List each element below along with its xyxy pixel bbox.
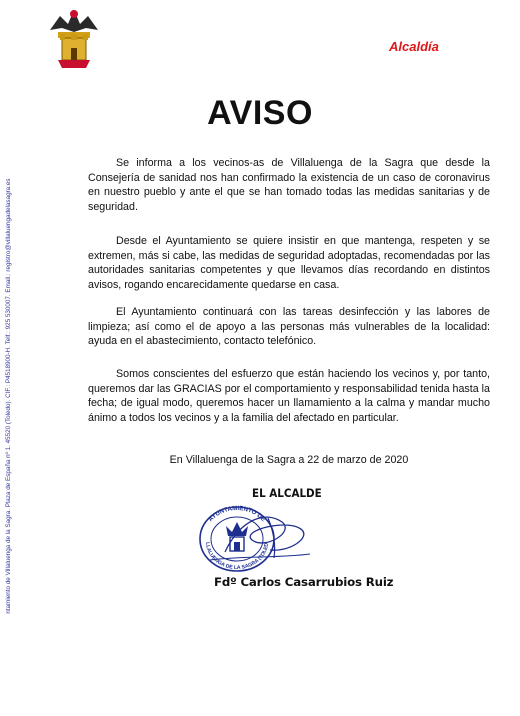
- signer-title: EL ALCALDE: [252, 486, 322, 500]
- handwritten-signature-icon: [170, 500, 320, 570]
- municipal-crest-icon: [46, 8, 102, 70]
- svg-text:VILLALUENGA DE LA SAGRA (TOLED: LLALUENGA DE LA SAGRA (TOLED: [203, 541, 271, 572]
- notice-title: AVISO: [207, 94, 313, 132]
- signer-name: Fdº Carlos Casarrubios Ruiz: [214, 575, 394, 589]
- notice-paragraph: Se informa a los vecinos-as de Villaluenga de la Sagra que desde la Consejería de sanidad nos han confirmado la existencia de un caso de coronavirus en nuestro pueblo y ante el que se han tomado todas las medidas sanitarias y de seguridad.: [88, 157, 490, 213]
- svg-text:AYUNTAMIENTO DE: AYUNTAMIENTO DE: [207, 504, 267, 524]
- notice-paragraph: El Ayuntamiento continuará con las tareas desinfección y las labores de limpieza; así como el de apoyo a las personas más vulnerables de la localidad: ayuda en el abastecimiento, contacto telefónico.: [88, 306, 490, 348]
- header-alcaldia-label: Alcaldía: [389, 39, 439, 54]
- side-address-text: ntamiento de Villaluenga de la Sagra. Plaza de España nº 1. 45520 (Toledo). CIF.: P4518900-H. Telf.: 925 530007. Email.: registro@villaluengadelasagra.es: [5, 178, 12, 614]
- notice-paragraph: Desde el Ayuntamiento se quiere insistir en que mantenga, respeten y se extremen, más si cabe, las medidas de seguridad adoptadas, recomendadas por las autoridades sanitarias competentes y que llevamos días recordando en distintos avisos, rogando encarecidamente quedarse en casa.: [88, 235, 490, 291]
- notice-paragraph: Somos conscientes del esfuerzo que están haciendo los vecinos y, por tanto, queremos dar las GRACIAS por el comportamiento y responsabilidad tenida hasta la fecha; de igual modo, queremos hacer un llamamiento a la calma y mandar mucho ánimo a todos los vecinos y a la familia del afectado en particular.: [88, 368, 490, 424]
- date-line: En Villaluenga de la Sagra a 22 de marzo de 2020: [169, 454, 409, 466]
